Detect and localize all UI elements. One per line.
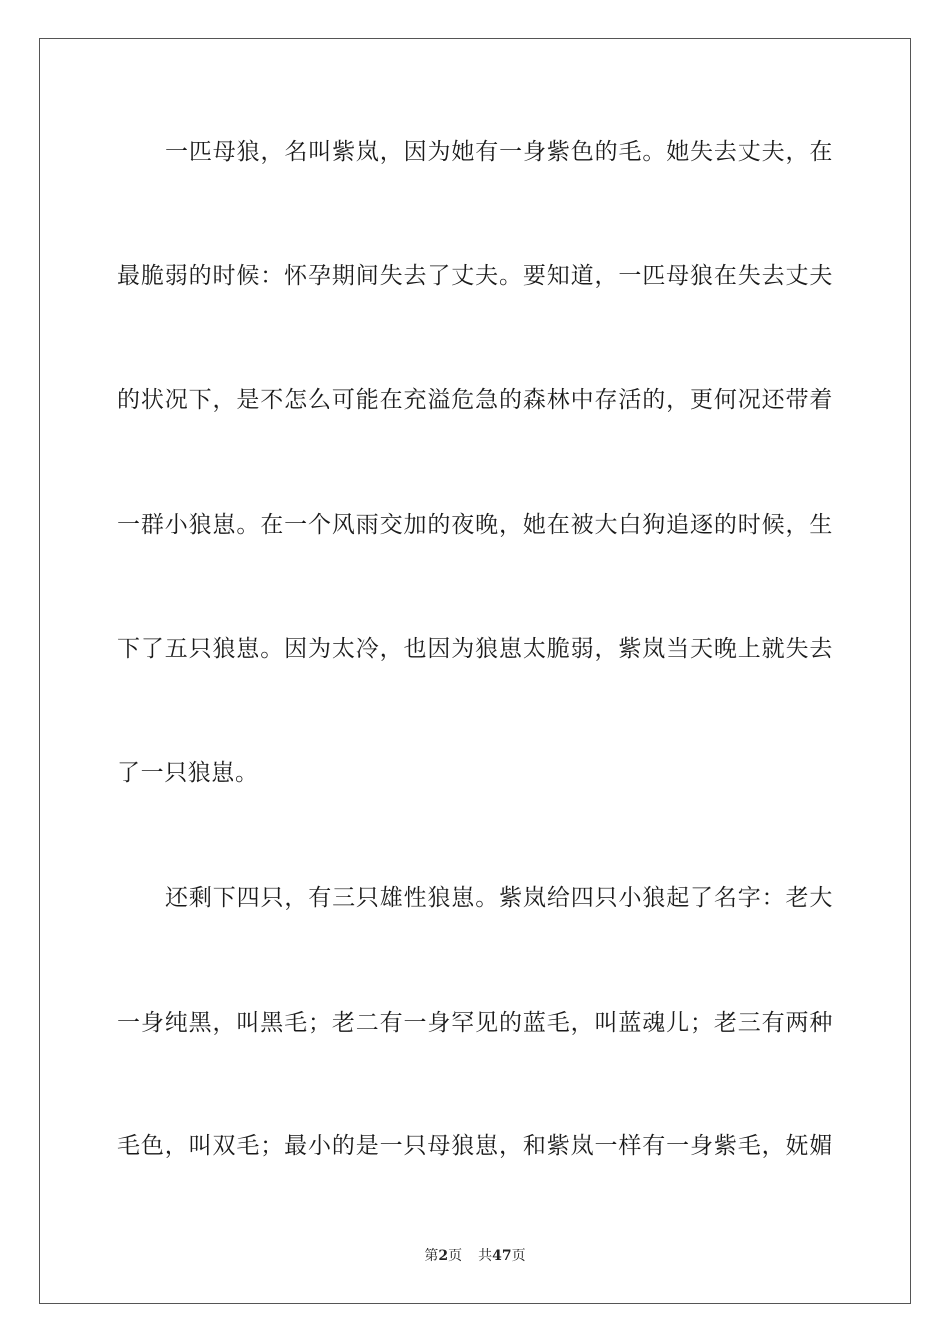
- paragraph-1-line-4: 一群小狼崽。在一个风雨交加的夜晚，她在被大白狗追逐的时候，生: [117, 512, 833, 538]
- page-prefix: 第: [424, 1248, 439, 1264]
- page-footer: [0, 1247, 950, 1265]
- total-pages: 47: [492, 1248, 512, 1264]
- paragraph-1-line-6: 了一只狼崽。: [117, 760, 259, 786]
- paragraph-2-line-2: 一身纯黑，叫黑毛；老二有一身罕见的蓝毛，叫蓝魂儿；老三有两种: [117, 1010, 833, 1036]
- page-suffix: 页: [448, 1248, 463, 1264]
- paragraph-1-line-1: 一匹母狼，名叫紫岚，因为她有一身紫色的毛。她失去丈夫，在: [165, 139, 833, 165]
- paragraph-2-line-1: 还剩下四只，有三只雄性狼崽。紫岚给四只小狼起了名字：老大: [165, 885, 833, 911]
- paragraph-1-line-3: 的状况下，是不怎么可能在充溢危急的森林中存活的，更何况还带着: [117, 387, 833, 413]
- page-border: [39, 38, 911, 1304]
- paragraph-1-line-5: 下了五只狼崽。因为太冷，也因为狼崽太脆弱，紫岚当天晚上就失去: [117, 636, 833, 662]
- paragraph-1-line-2: 最脆弱的时候：怀孕期间失去了丈夫。要知道，一匹母狼在失去丈夫: [117, 263, 833, 289]
- total-suffix: 页: [511, 1248, 526, 1264]
- total-prefix: 共: [478, 1248, 493, 1264]
- page-number: 2: [438, 1248, 449, 1264]
- paragraph-2-line-3: 毛色，叫双毛；最小的是一只母狼崽，和紫岚一样有一身紫毛，妩媚: [117, 1133, 833, 1159]
